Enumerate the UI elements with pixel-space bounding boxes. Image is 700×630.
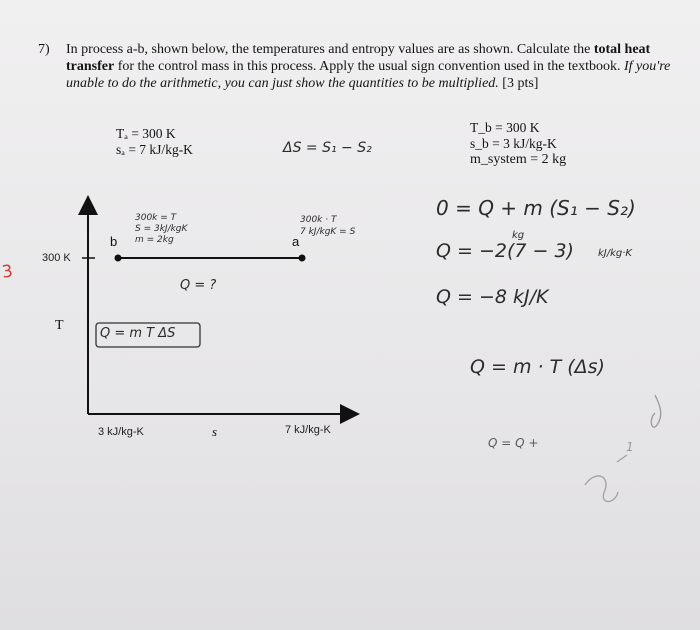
problem-points: [3 pts] bbox=[498, 76, 539, 91]
handwritten-q-question: Q = ? bbox=[180, 278, 217, 293]
problem-bold-phrase: total heat transfer bbox=[66, 42, 651, 74]
handwritten-energy-balance: 0 = Q + m (S₁ − S₂) bbox=[436, 196, 636, 220]
handwritten-faint-mark: 1 bbox=[626, 440, 634, 454]
handwritten-substitution: Q = −2(7 − 3) bbox=[436, 240, 574, 262]
faint-tick bbox=[617, 455, 627, 462]
note-b-line-2: S = 3kJ/kgK bbox=[135, 224, 188, 234]
note-b-line-1: 300k = T bbox=[135, 213, 177, 223]
state-a-temperature: Tₐ = 300 K bbox=[116, 126, 176, 141]
x-axis-label: s bbox=[212, 424, 218, 439]
y-axis-label: T bbox=[55, 318, 64, 333]
point-b-label: b bbox=[110, 234, 118, 249]
system-mass: m_system = 2 kg bbox=[470, 152, 567, 167]
x-tick-left-label: 3 kJ/kg-K bbox=[98, 426, 144, 438]
y-tick-label: 300 K bbox=[42, 252, 71, 264]
point-b-marker bbox=[115, 255, 122, 262]
problem-number: 7) bbox=[38, 42, 50, 57]
problem-sentence-start: In process a-b, shown below, the temperatures and entropy values are as shown. Calculate the bbox=[66, 42, 594, 57]
point-a-marker bbox=[299, 255, 306, 262]
handwritten-boxed-formula: Q = m T ΔS bbox=[100, 326, 176, 341]
problem-sentence-end: for the control mass in this process. Apply the usual sign convention used in the textbook. bbox=[114, 59, 624, 74]
note-a-line-1: 300k · T bbox=[300, 215, 337, 225]
note-b-line-3: m = 2kg bbox=[135, 235, 174, 245]
handwritten-note-b bbox=[135, 213, 187, 246]
state-b-temperature: T_b = 300 K bbox=[470, 120, 540, 135]
note-a-line-2: 7 kJ/kgK = S bbox=[300, 227, 356, 237]
handwritten-faint-equation: Q = Q + bbox=[488, 436, 539, 450]
faint-scribble-2 bbox=[585, 476, 618, 502]
state-a-entropy: sₐ = 7 kJ/kg-K bbox=[116, 142, 193, 157]
state-b-entropy: s_b = 3 kJ/kg-K bbox=[470, 136, 557, 151]
x-tick-right-label: 7 kJ/kg-K bbox=[285, 424, 331, 436]
handwritten-q-mtds: Q = m · T (Δs) bbox=[470, 356, 605, 378]
handwritten-note-a bbox=[300, 214, 355, 238]
handwritten-unit-kg: kg bbox=[512, 230, 525, 241]
grader-margin-score: 3 bbox=[0, 261, 15, 283]
problem-italic-note: If you're unable to do the arithmetic, you can just show the quantities to be multiplied. bbox=[66, 59, 671, 91]
point-a-label: a bbox=[292, 234, 300, 249]
faint-scribble-1 bbox=[651, 395, 661, 427]
handwritten-unit-kjkgk: kJ/kg·K bbox=[598, 248, 632, 259]
handwritten-delta-s: ΔS = S₁ − S₂ bbox=[283, 140, 372, 156]
handwritten-result: Q = −8 kJ/K bbox=[436, 286, 549, 308]
